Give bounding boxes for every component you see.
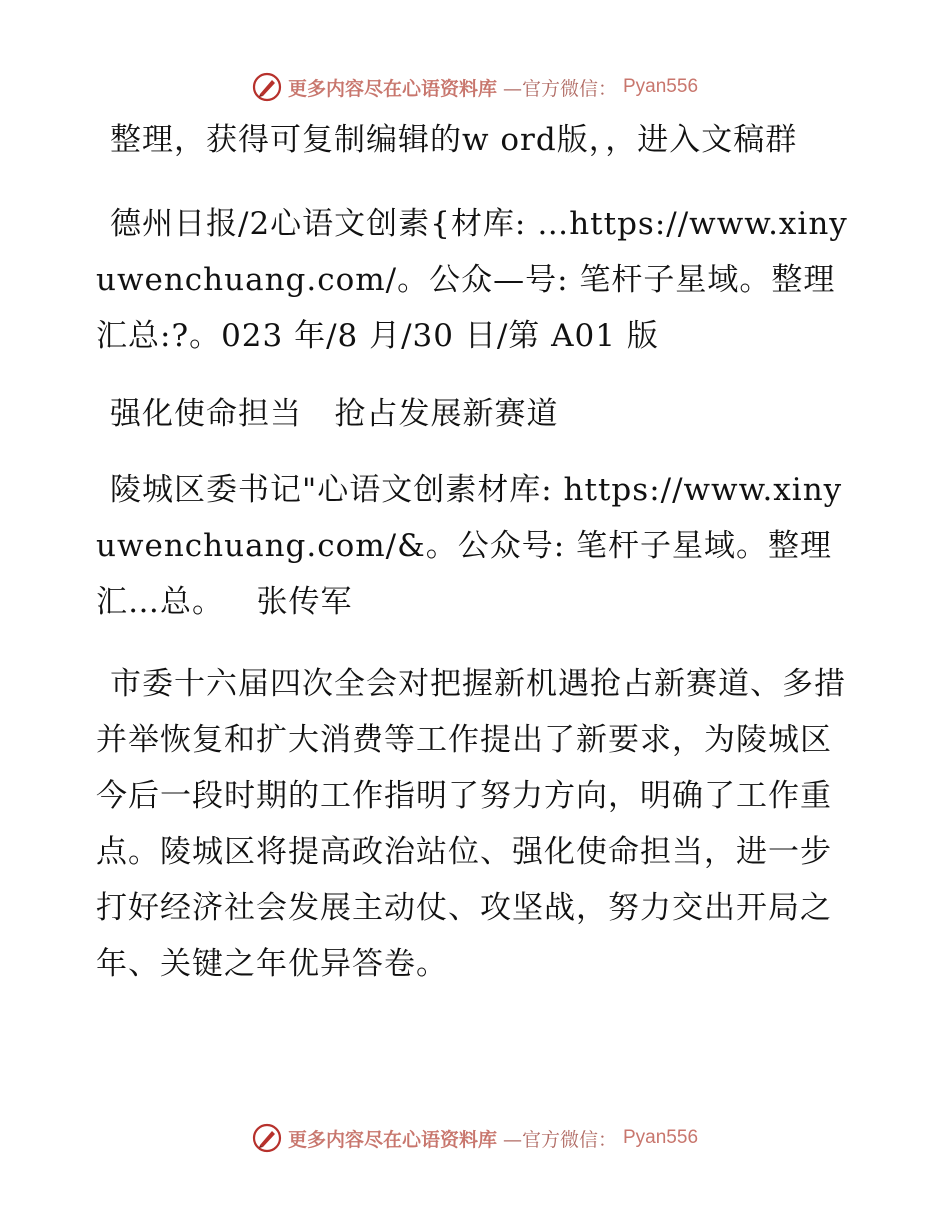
header-watermark-banner (0, 72, 950, 102)
source-paragraph: 德州日报/2心语文创素{材库: …https://www.xinyuwenchuang.com/。公众—号: 笔杆子星域。整理汇总:?。023 年/8 月/30 日/第 A01 版 (96, 206, 848, 354)
article-title: 强化使命担当 抢占发展新赛道 (110, 396, 559, 432)
author-paragraph: 陵城区委书记"心语文创素材库: https://www.xinyuwenchuang.com/&。公众号: 笔杆子星域。整理汇…总。 张传军 (96, 472, 843, 620)
pen-logo-icon (252, 1123, 282, 1153)
banner-main-text: 更多内容尽在心语资料库 (287, 77, 497, 100)
body-paragraph: 市委十六届四次全会对把握新机遇抢占新赛道、多措并举恢复和扩大消费等工作提出了新要求，为陵城区今后一段时期的工作指明了努力方向，明确了工作重点。陵城区将提高政治站位、强化使命担当，进一步打好经济社会发展主动仗、攻坚战，努力交出开局之年、关键之年优异答卷。 (96, 666, 846, 982)
banner-separator-text: —官方微信： (502, 77, 617, 100)
intro-paragraph: 整理，获得可复制编辑的w ord版，，进入文稿群 (110, 122, 798, 158)
banner-wechat-id: Pyan556 (623, 76, 699, 97)
banner-wechat-id: Pyan556 (623, 1127, 699, 1148)
pen-logo-icon (252, 72, 282, 102)
document-body (96, 112, 856, 1014)
footer-watermark-banner (0, 1123, 950, 1153)
banner-separator-text: —官方微信： (502, 1128, 617, 1151)
banner-main-text: 更多内容尽在心语资料库 (287, 1128, 497, 1151)
